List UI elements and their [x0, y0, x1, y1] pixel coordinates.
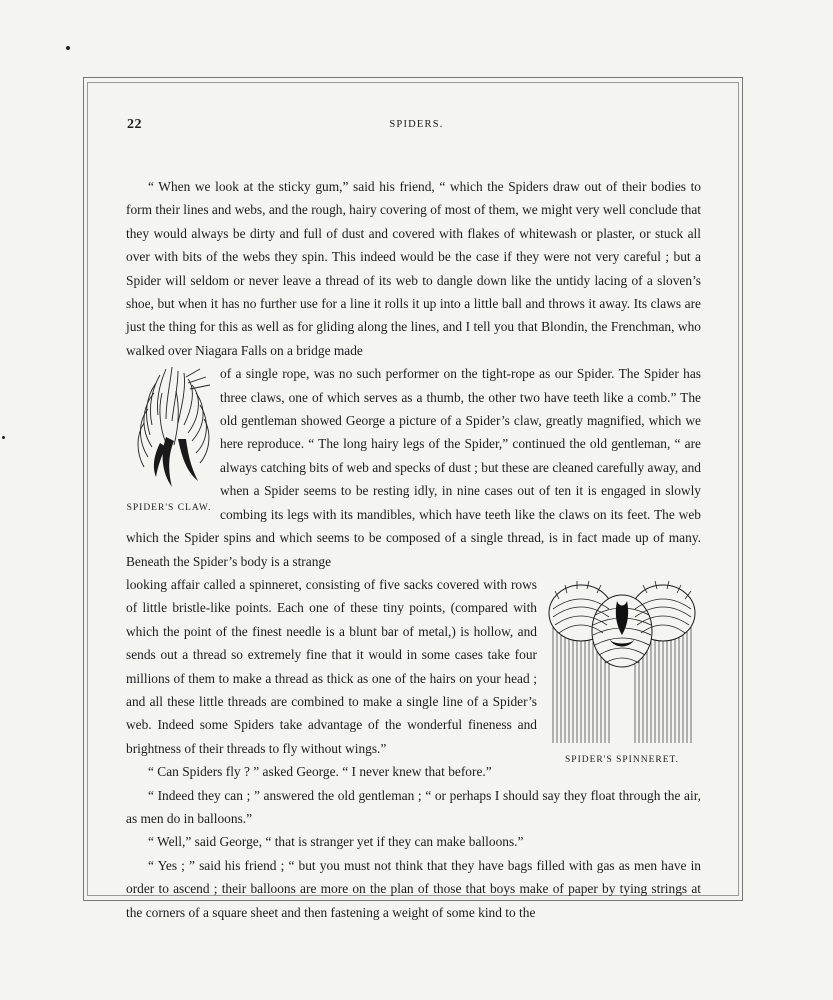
running-head: SPIDERS. [389, 119, 444, 130]
paragraph: of a single rope, was no such performer on the tight-rope as our Spider. The Spider has three claws, one of which serves as a thumb, the other two have teeth like a comb.” The old gentleman showed George a picture of a Spider’s claw, greatly magnified, which we here reproduce. “ The long hairy legs of the Spider,” continued the old gentleman, “ are always catching bits of web and specks of dust ; but these are cleaned carefully away, and when a Spider seems to be resting idly, in nine cases out of ten it is engaged in slowly combing its legs with its mandibles, which have teeth like the claws on its feet. The web which the Spider spins and which seems to be composed of a single thread, is in fact made up of many. Beneath the Spider’s body is a strange [126, 366, 701, 569]
paragraph: looking affair called a spinneret, consisting of five sacks covered with rows of little bristle-like points. Each one of these tiny points, (compared with which the point of the finest needle is a blunt bar of metal,) is hollow, and sends out a thread so extremely fine that it would in some cases take four millions of them to make a thread as thick as one of the hairs on your head ; and all these little threads are combined to make a single line of a Spider’s web. Indeed some Spiders take advantage of the wonderful fineness and brightness of their threads to fly without wings.” [126, 576, 537, 756]
paragraph: “ Indeed they can ; ” answered the old gentleman ; “ or perhaps I should say they float through the air, as men do in balloons.” [126, 787, 701, 826]
figure-caption-spinneret: SPIDER'S SPINNERET. [565, 754, 679, 765]
body-text [126, 175, 701, 924]
page-number: 22 [127, 117, 142, 132]
paragraph: “ Yes ; ” said his friend ; “ but you must not think that they have bags filled with gas as men have in order to ascend ; their balloons are more on the plan of those that boys make of paper by tying strings at the corners of a square sheet and then fastening a weight of some kind to the [126, 857, 701, 920]
figure-spider-claw [126, 363, 216, 513]
margin-speck [66, 46, 70, 50]
paragraph: “ Well,” said George, “ that is stranger yet if they can make balloons.” [148, 834, 524, 850]
figure-spider-spinneret [547, 579, 701, 765]
spider-claw-engraving-icon [126, 363, 214, 493]
spider-spinneret-engraving-icon [547, 579, 697, 745]
paragraph: “ Can Spiders fly ? ” asked George. “ I never knew that before.” [148, 764, 492, 780]
paragraph: “ When we look at the sticky gum,” said his friend, “ which the Spiders draw out of their bodies to form their lines and webs, and the rough, hairy covering of most of them, we might very well conclude that they would always be dirty and full of dust and covered with flakes of whitewash or plaster, or stuck all over with bits of the webs they spin. This indeed would be the case if they were not very careful ; but a Spider will seldom or never leave a thread of its web to dangle down like the untidy lacing of a sloven’s shoe, but when it has no further use for a line it rolls it up into a little ball and throws it away. Its claws are just the thing for this as well as for gliding along the lines, and I tell you that Blondin, the Frenchman, who walked over Niagara Falls on a bridge made [126, 179, 701, 358]
figure-caption-claw: SPIDER'S CLAW. [126, 503, 212, 514]
margin-speck [2, 436, 5, 439]
